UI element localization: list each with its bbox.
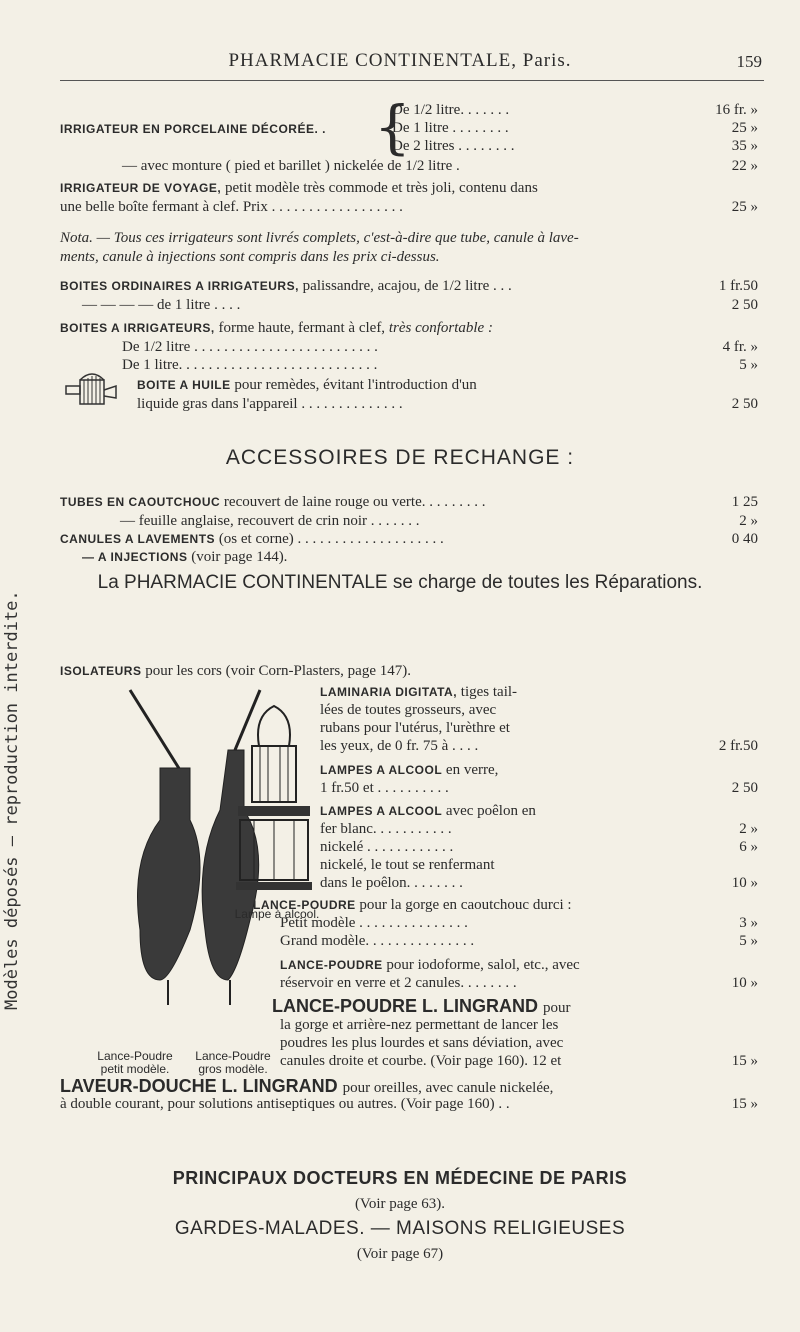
laminaria-line-2: lées de toutes grosseurs, avec xyxy=(320,702,497,718)
lance-gorge-line-1 xyxy=(253,897,572,914)
boites-ordinaires-line-1 xyxy=(60,278,512,295)
nota-line-1: Nota. — Tous ces irrigateurs sont livrés complets, c'est-à-dire que tube, canule à lave- xyxy=(60,230,579,246)
lampes-price: 2 50 xyxy=(731,780,758,796)
boites-ordinaires-line-2: — — — — de 1 litre . . . . xyxy=(82,297,241,313)
caption-lance-petit xyxy=(90,1050,180,1076)
principaux-ref: (Voir page 63). xyxy=(354,1196,446,1212)
laveur-text: pour oreilles, avec canule nickelée, xyxy=(342,1080,554,1096)
lingrand-line-3: poudres les plus lourdes et sans déviation, avec xyxy=(280,1035,564,1051)
brace-icon: { xyxy=(374,93,411,161)
caption-lance-petit-1: Lance-Poudre xyxy=(97,1049,173,1063)
sidebar-notice xyxy=(2,590,28,1030)
boite-huile-line-1 xyxy=(137,377,477,394)
accessoire-row xyxy=(82,549,287,566)
laminaria-line-1 xyxy=(320,684,517,701)
lampes-poelon-row: nickelé . . . . . . . . . . . . xyxy=(320,839,454,855)
isolateurs-label: ISOLATEURS xyxy=(60,664,142,678)
accessoire-text: (voir page 144). xyxy=(191,549,288,565)
accessoire-price: 2 » xyxy=(739,513,758,529)
laminaria-line-4: les yeux, de 0 fr. 75 à . . . . xyxy=(320,738,479,754)
monture-line: — avec monture ( pied et barillet ) nickelée de 1/2 litre . xyxy=(122,158,460,174)
caption-lampe: Lampe à alcool. xyxy=(234,907,320,921)
accessoire-text: (os et corne) . . . . . . . . . . . . . . . . . . . . xyxy=(218,531,444,547)
boites-ordinaires-text: palissandre, acajou, de 1/2 litre . . . xyxy=(302,278,512,294)
page-number: 159 xyxy=(736,52,762,71)
lingrand-price: 15 » xyxy=(731,1053,758,1069)
laminaria-line-3: rubans pour l'utérus, l'urèthre et xyxy=(320,720,510,736)
lingrand-label: LANCE-POUDRE L. LINGRAND xyxy=(272,996,538,1016)
lampes-text: en verre, xyxy=(445,762,499,778)
laveur-line-1 xyxy=(60,1076,553,1097)
lampes-poelon-text: avec poêlon en xyxy=(445,803,536,819)
boite-huile-label: BOITE A HUILE xyxy=(137,378,231,392)
boites-ordinaires-price-1: 1 fr.50 xyxy=(718,278,758,294)
lance-gorge-price: 5 » xyxy=(739,933,758,949)
laminaria-price: 2 fr.50 xyxy=(718,738,758,754)
lance-gorge-price: 3 » xyxy=(739,915,758,931)
boites-haute-price: 5 » xyxy=(739,357,758,373)
lampes-poelon-line-1 xyxy=(320,803,536,820)
lingrand-line-4: canules droite et courbe. (Voir page 160). 12 et xyxy=(280,1053,562,1069)
caption-lance-gros xyxy=(188,1050,278,1076)
oil-box-icon xyxy=(62,368,122,408)
lance-iodo-label: LANCE-POUDRE xyxy=(280,958,383,972)
voyage-text: petit modèle très commode et très joli, contenu dans xyxy=(224,180,538,196)
boites-ordinaires-price-2: 2 50 xyxy=(731,297,758,313)
porcelaine-price: 35 » xyxy=(731,138,758,154)
isolateurs-text: pour les cors (voir Corn-Plasters, page 147). xyxy=(145,663,411,679)
boites-haute-line xyxy=(60,320,493,337)
accessoire-price: 0 40 xyxy=(731,531,758,547)
lingrand-line-2: la gorge et arrière-nez permettant de lancer les xyxy=(280,1017,559,1033)
lampes-poelon-price: 6 » xyxy=(739,839,758,855)
accessoire-row: — feuille anglaise, recouvert de crin noir . . . . . . . xyxy=(120,513,420,529)
gardes-ref: (Voir page 67) xyxy=(356,1246,444,1262)
page-header: PHARMACIE CONTINENTALE, Paris. xyxy=(228,50,572,71)
lampes-label: LAMPES A ALCOOL xyxy=(320,763,443,777)
lampes-line-2: 1 fr.50 et . . . . . . . . . . xyxy=(320,780,449,796)
sidebar-text: Modèles déposés — reproduction interdite. xyxy=(2,590,22,1010)
caption-lance-petit-2: petit modèle. xyxy=(100,1062,170,1076)
porcelaine-price: 16 fr. » xyxy=(715,102,758,118)
lance-iodo-line-2: réservoir en verre et 2 canules. . . . . . . . xyxy=(280,975,517,991)
laveur-label: LAVEUR-DOUCHE L. LINGRAND xyxy=(60,1076,338,1096)
voyage-line-2: une belle boîte fermant à clef. Prix . . . . . . . . . . . . . . . . . . xyxy=(60,199,403,215)
accessoire-row xyxy=(60,494,486,511)
boites-haute-row: De 1/2 litre . . . . . . . . . . . . . . . . . . . . . . . . . xyxy=(122,339,378,355)
laminaria-label: LAMINARIA DIGITATA, xyxy=(320,685,458,699)
boites-haute-price: 4 fr. » xyxy=(722,339,758,355)
porcelaine-price: 25 » xyxy=(731,120,758,136)
voyage-price: 25 » xyxy=(731,199,758,215)
lampes-poelon-dans: dans le poêlon. . . . . . . . xyxy=(320,875,463,891)
boite-huile-text: pour remèdes, évitant l'introduction d'un xyxy=(234,377,477,393)
lance-gorge-row: Petit modèle . . . . . . . . . . . . . . . xyxy=(280,915,468,931)
boite-huile-line-2: liquide gras dans l'appareil . . . . . . . . . . . . . . xyxy=(137,396,403,412)
principaux-title: PRINCIPAUX DOCTEURS EN MÉDECINE DE PARIS xyxy=(172,1168,628,1188)
lampes-poelon-label: LAMPES A ALCOOL xyxy=(320,804,443,818)
lampes-poelon-price-3: 10 » xyxy=(731,875,758,891)
boites-haute-row: De 1 litre. . . . . . . . . . . . . . . . . . . . . . . . . . . xyxy=(122,357,378,373)
laveur-line-2: à double courant, pour solutions antiseptiques ou autres. (Voir page 160) . . xyxy=(60,1096,510,1112)
lampes-poelon-price: 2 » xyxy=(739,821,758,837)
gardes-title: GARDES-MALADES. — MAISONS RELIGIEUSES xyxy=(174,1218,626,1239)
irrigateur-porcelaine-label: IRRIGATEUR EN PORCELAINE DÉCORÉE. . xyxy=(60,122,326,136)
reparations-notice: La PHARMACIE CONTINENTALE se charge de toutes les Réparations. xyxy=(97,572,703,593)
boite-huile-price: 2 50 xyxy=(731,396,758,412)
lance-iodo-text: pour iodoforme, salol, etc., avec xyxy=(386,957,580,973)
isolateurs-line xyxy=(60,663,411,680)
accessoires-title: ACCESSOIRES DE RECHANGE : xyxy=(225,446,575,469)
accessoire-label: TUBES EN CAOUTCHOUC xyxy=(60,495,221,509)
porcelaine-row: De 1 litre . . . . . . . . xyxy=(392,120,509,136)
accessoire-label: — A INJECTIONS xyxy=(82,550,188,564)
lampes-poelon-nickele: nickelé, le tout se renfermant xyxy=(320,857,495,873)
voyage-line-1 xyxy=(60,180,538,197)
lance-iodo-line-1 xyxy=(280,957,580,974)
laminaria-text: tiges tail- xyxy=(460,684,518,700)
lingrand-line-1 xyxy=(272,996,571,1017)
lingrand-text: pour xyxy=(543,1000,571,1016)
accessoire-text: recouvert de laine rouge ou verte. . . . . . . . . xyxy=(223,494,486,510)
voyage-label: IRRIGATEUR DE VOYAGE, xyxy=(60,181,222,195)
boites-ordinaires-label: BOITES ORDINAIRES A IRRIGATEURS, xyxy=(60,279,299,293)
laveur-price: 15 » xyxy=(731,1096,758,1112)
header-rule xyxy=(60,80,764,81)
caption-lance-gros-1: Lance-Poudre xyxy=(195,1049,271,1063)
lance-gorge-label: LANCE-POUDRE xyxy=(253,898,356,912)
lance-gorge-text: pour la gorge en caoutchouc durci : xyxy=(359,897,572,913)
accessoire-row xyxy=(60,531,444,548)
porcelaine-row: De 1/2 litre. . . . . . . xyxy=(392,102,510,118)
boites-haute-intro: forme haute, fermant à clef, xyxy=(218,320,386,336)
caption-lance-gros-2: gros modèle. xyxy=(198,1062,268,1076)
lance-gorge-row: Grand modèle. . . . . . . . . . . . . . . xyxy=(280,933,475,949)
alcohol-lamp-illustration xyxy=(234,696,314,906)
lampes-line-1 xyxy=(320,762,498,779)
boites-haute-intro-italic: très confortable : xyxy=(388,320,493,336)
lance-iodo-price: 10 » xyxy=(731,975,758,991)
accessoire-price: 1 25 xyxy=(731,494,758,510)
nota-line-2: ments, canule à injections sont compris dans les prix ci-dessus. xyxy=(60,249,440,265)
monture-price: 22 » xyxy=(731,158,758,174)
accessoire-label: CANULES A LAVEMENTS xyxy=(60,532,216,546)
lampes-poelon-row: fer blanc. . . . . . . . . . . xyxy=(320,821,452,837)
boites-haute-label: BOITES A IRRIGATEURS, xyxy=(60,321,215,335)
porcelaine-row: De 2 litres . . . . . . . . xyxy=(392,138,515,154)
